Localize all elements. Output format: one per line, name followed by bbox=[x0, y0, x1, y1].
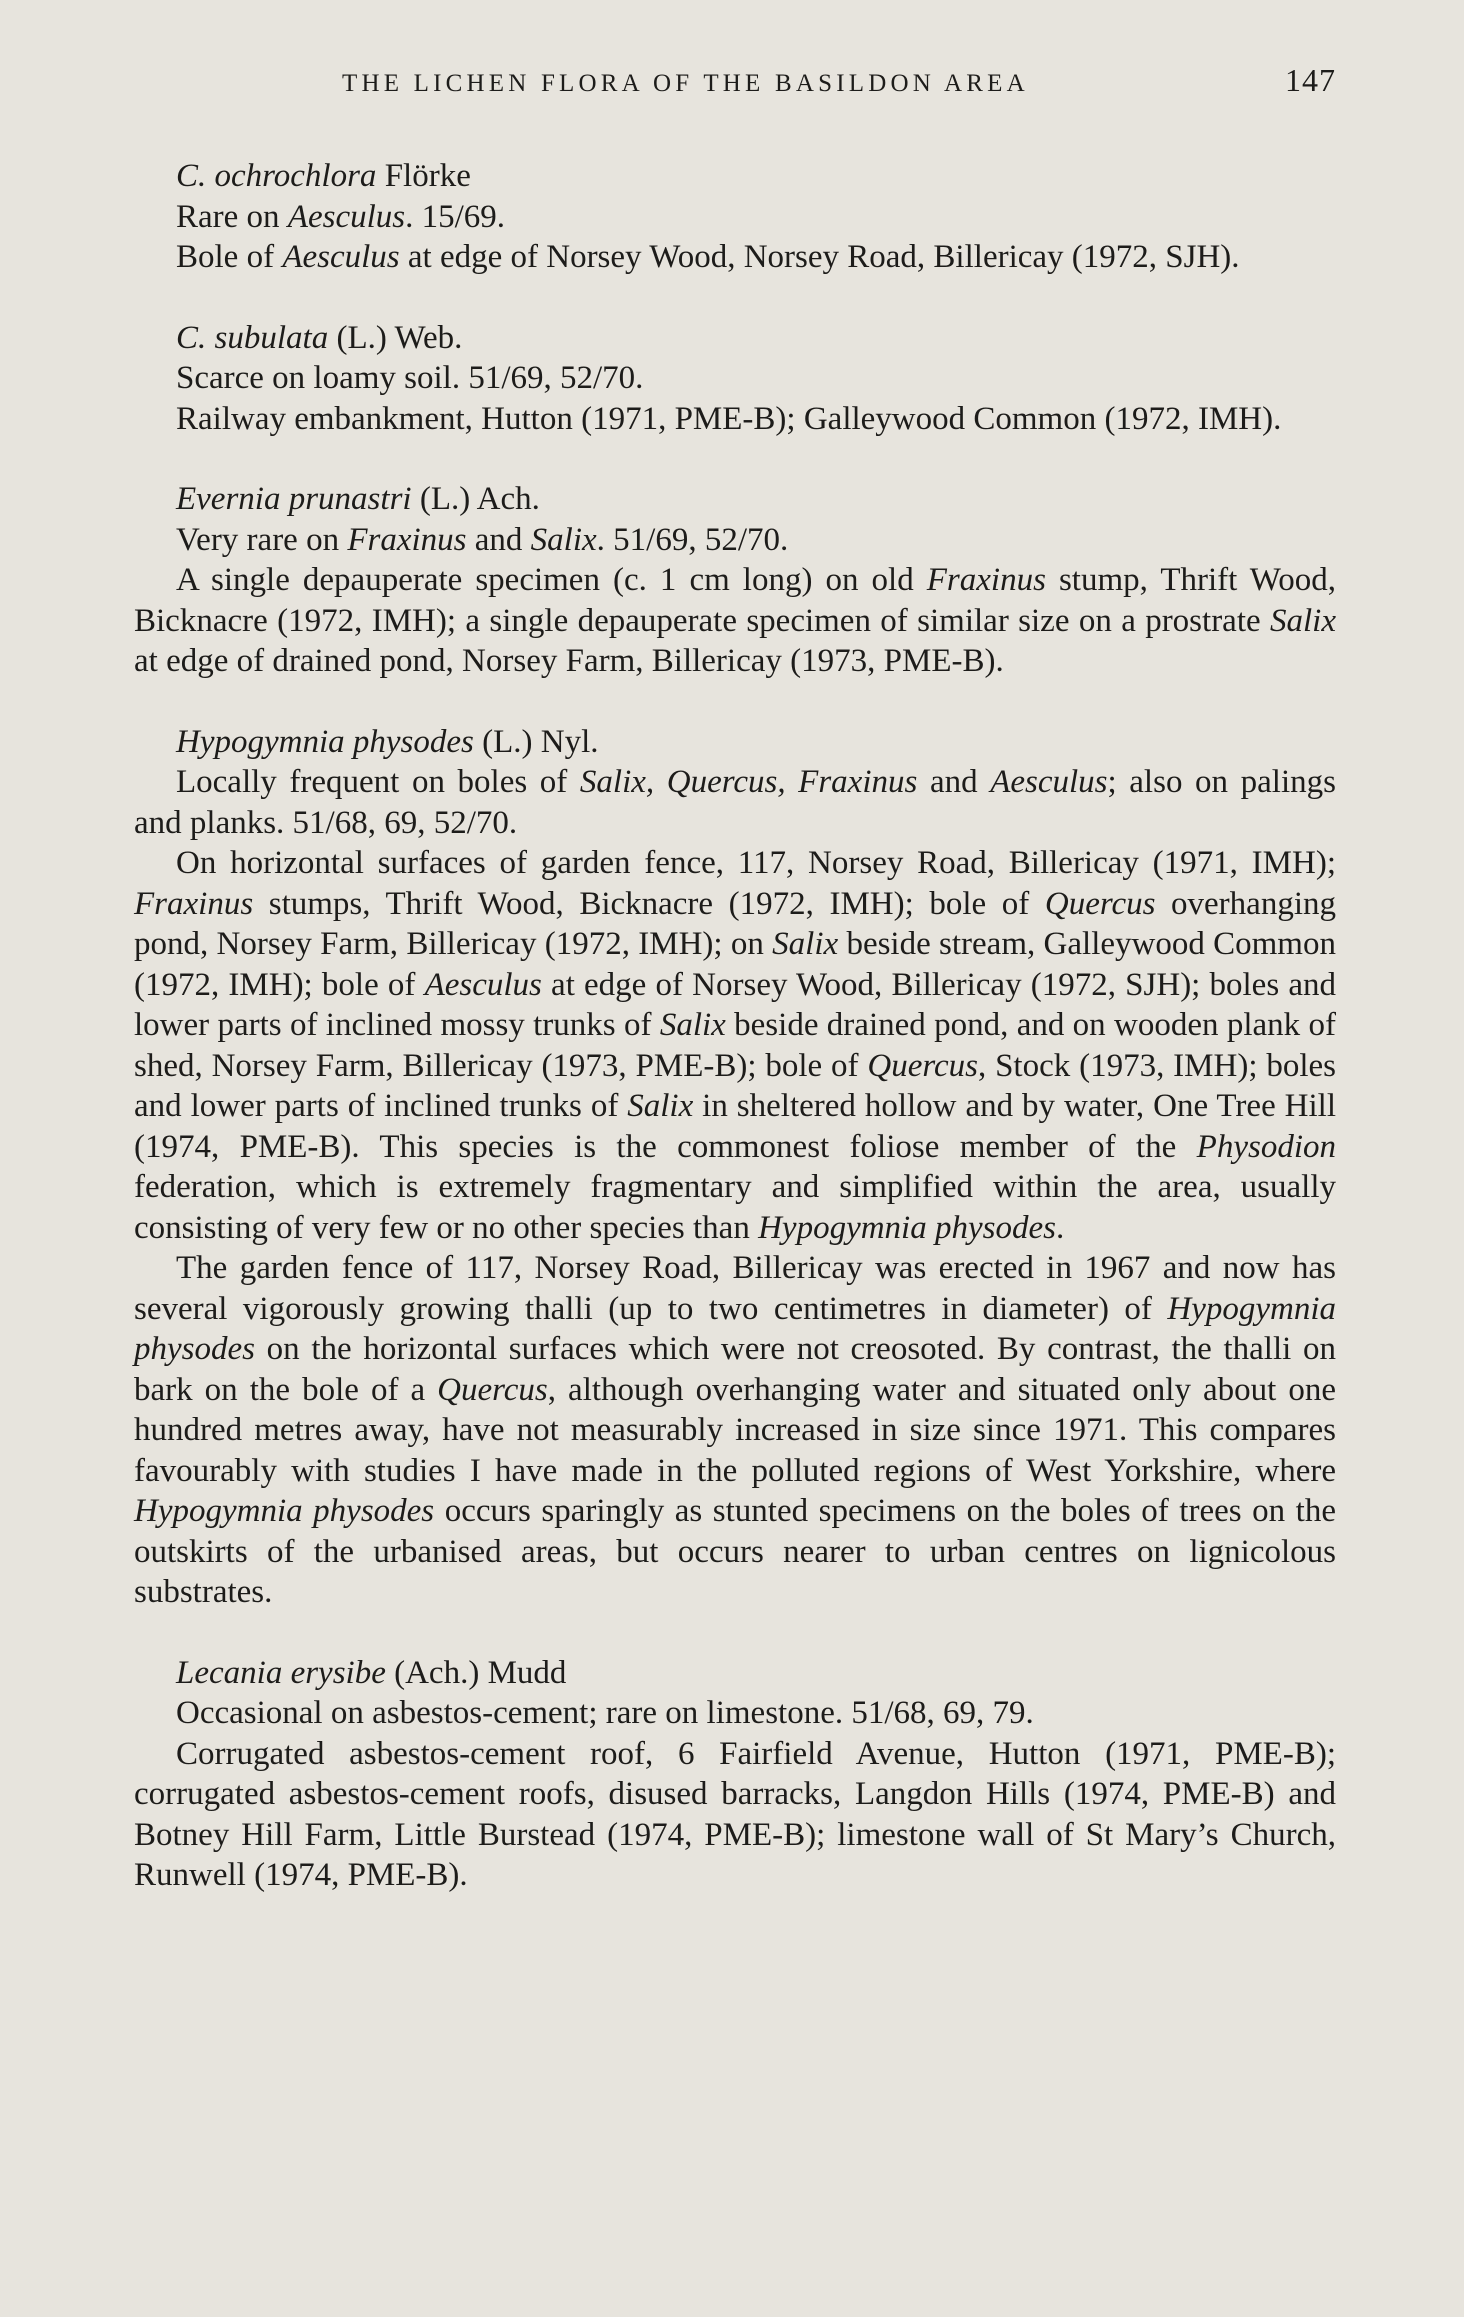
text-run: overhanging pond, Norsey Farm, Billericay (1972, IMH); on bbox=[134, 885, 1336, 962]
text-run: . bbox=[1055, 1209, 1065, 1246]
italic-text: Aesculus bbox=[990, 764, 1108, 800]
taxon-authority: (Ach.) Mudd bbox=[385, 1654, 567, 1691]
italic-text: Hypogymnia physodes bbox=[134, 1290, 1336, 1367]
text-run: at edge of Norsey Wood, Billericay (1972, SJH); boles and lower parts of inclined mossy trunks of bbox=[134, 966, 1336, 1043]
species-entry bbox=[134, 479, 1336, 682]
records-paragraph bbox=[134, 1734, 1336, 1896]
taxon-authority: Flörke bbox=[376, 158, 471, 194]
species-entry bbox=[134, 318, 1336, 440]
taxon-heading bbox=[134, 479, 1336, 520]
italic-text: Quercus bbox=[867, 1047, 978, 1084]
taxon-heading bbox=[134, 156, 1336, 197]
text-run: Corrugated asbestos-cement roof, 6 Fairfield Avenue, Hutton (1971, PME-B); corrugated asbestos-cement roofs, disused barracks, Langdon Hills (1974, PME-B) and Botney Hill Farm, Little Burstead (1974, PME-B); limestone wall of St Mary’s Church, Runwell (1974, PME-B). bbox=[134, 1735, 1336, 1893]
text-run: Very rare on bbox=[176, 521, 348, 558]
text-run: . 15/69. bbox=[405, 198, 506, 235]
italic-text: Salix bbox=[530, 521, 597, 558]
records-paragraph bbox=[134, 237, 1336, 278]
taxon-heading bbox=[134, 722, 1336, 763]
italic-text: Aesculus bbox=[287, 198, 406, 235]
taxon-name: Lecania erysibe bbox=[176, 1654, 386, 1691]
italic-text: Aesculus bbox=[282, 239, 400, 275]
text-run: Locally frequent on boles of bbox=[176, 764, 580, 800]
text-run: ; also on palings and planks. 51/68, 69, 52/70. bbox=[134, 764, 1336, 841]
italic-text: Physodion bbox=[1196, 1128, 1336, 1165]
text-run: , although overhanging water and situated only about one hundred metres away, have not measurably increased in size since 1971. This compares favourably with studies I have made in the polluted regions of West Yorkshire, where bbox=[134, 1371, 1337, 1489]
taxon-name: Hypogymnia physodes bbox=[176, 723, 474, 760]
text-run: The garden fence of 117, Norsey Road, Billericay was erected in 1967 and now has several vigorously growing thalli (up to two centimetres in diameter) of bbox=[134, 1250, 1336, 1327]
italic-text: Salix bbox=[1270, 602, 1336, 639]
italic-text: Aesculus bbox=[424, 966, 542, 1003]
text-run: at edge of drained pond, Norsey Farm, Billericay (1973, PME-B). bbox=[134, 643, 1004, 679]
document-body bbox=[134, 156, 1336, 1896]
status-line bbox=[134, 1693, 1336, 1734]
text-run: Bole of bbox=[176, 239, 283, 275]
species-entry bbox=[134, 722, 1336, 1613]
text-run: , Stock (1973, IMH); boles and lower parts of inclined trunks of bbox=[134, 1047, 1336, 1124]
running-title: THE LICHEN FLORA OF THE BASILDON AREA bbox=[342, 70, 1029, 97]
records-paragraph bbox=[134, 399, 1336, 440]
taxon-name: C. ochrochlora bbox=[176, 158, 377, 194]
italic-text: Hypogymnia physodes bbox=[758, 1209, 1056, 1246]
italic-text: Salix bbox=[659, 1007, 726, 1043]
text-run: Occasional on asbestos-cement; rare on limestone. 51/68, 69, 79. bbox=[176, 1695, 1034, 1731]
italic-text: Salix bbox=[627, 1088, 694, 1124]
text-run: at edge of Norsey Wood, Norsey Road, Billericay (1972, SJH). bbox=[399, 239, 1240, 275]
running-head bbox=[134, 62, 1336, 108]
status-line bbox=[134, 197, 1336, 238]
taxon-authority: (L.) Ach. bbox=[411, 481, 540, 517]
records-paragraph bbox=[134, 1248, 1336, 1613]
taxon-name: Evernia prunastri bbox=[176, 481, 412, 517]
text-run: federation, which is extremely fragmentary and simplified within the area, usually consisting of very few or no other species than bbox=[134, 1169, 1336, 1246]
species-entry bbox=[134, 156, 1336, 278]
text-run: beside stream, Galleywood Common (1972, IMH); bole of bbox=[134, 926, 1336, 1003]
italic-text: Quercus bbox=[1044, 885, 1156, 922]
taxon-authority: (L.) Web. bbox=[328, 319, 463, 356]
text-run: Rare on bbox=[176, 198, 288, 235]
text-run: Railway embankment, Hutton (1971, PME-B); Galleywood Common (1972, IMH). bbox=[176, 400, 1282, 437]
text-run: in sheltered hollow and by water, One Tree Hill (1974, PME-B). This species is the commonest foliose member of the bbox=[134, 1088, 1336, 1165]
text-run: stump, Thrift Wood, Bicknacre (1972, IMH); a single depauperate specimen of similar size on a prostrate bbox=[134, 562, 1336, 639]
page-number: 147 bbox=[1285, 62, 1336, 98]
text-run: and bbox=[466, 521, 531, 558]
italic-text: Fraxinus bbox=[926, 562, 1046, 598]
taxon-authority: (L.) Nyl. bbox=[473, 723, 599, 760]
taxon-heading bbox=[134, 1653, 1336, 1694]
italic-text: Salix bbox=[772, 926, 839, 962]
text-run: and bbox=[917, 764, 991, 800]
text-run: beside drained pond, and on wooden plank of shed, Norsey Farm, Billericay (1973, PME-B); bole of bbox=[134, 1007, 1336, 1084]
taxon-heading bbox=[134, 318, 1336, 359]
text-run: occurs sparingly as stunted specimens on the boles of trees on the outskirts of the urbanised areas, but occurs nearer to urban centres on lignicolous substrates. bbox=[134, 1493, 1336, 1610]
text-run: Scarce on loamy soil. 51/69, 52/70. bbox=[176, 360, 644, 396]
status-line bbox=[134, 520, 1336, 561]
species-entry bbox=[134, 1653, 1336, 1896]
records-paragraph bbox=[134, 843, 1336, 1248]
status-line bbox=[134, 358, 1336, 399]
status-line bbox=[134, 762, 1336, 843]
taxon-name: C. subulata bbox=[176, 319, 329, 356]
text-run: On horizontal surfaces of garden fence, 117, Norsey Road, Billericay (1971, IMH); bbox=[176, 845, 1336, 881]
italic-text: Salix, Quercus, Fraxinus bbox=[579, 764, 918, 800]
italic-text: Hypogymnia physodes bbox=[134, 1493, 435, 1529]
text-run: stumps, Thrift Wood, Bicknacre (1972, IMH); bole of bbox=[253, 885, 1045, 922]
text-run: on the horizontal surfaces which were not creosoted. By contrast, the thalli on bark on the bole of a bbox=[134, 1331, 1336, 1408]
records-paragraph bbox=[134, 560, 1336, 682]
italic-text: Fraxinus bbox=[134, 885, 254, 922]
text-run: A single depauperate specimen (c. 1 cm long) on old bbox=[176, 562, 927, 598]
italic-text: Quercus bbox=[437, 1371, 548, 1408]
text-run: . 51/69, 52/70. bbox=[596, 521, 789, 558]
italic-text: Fraxinus bbox=[347, 521, 467, 558]
